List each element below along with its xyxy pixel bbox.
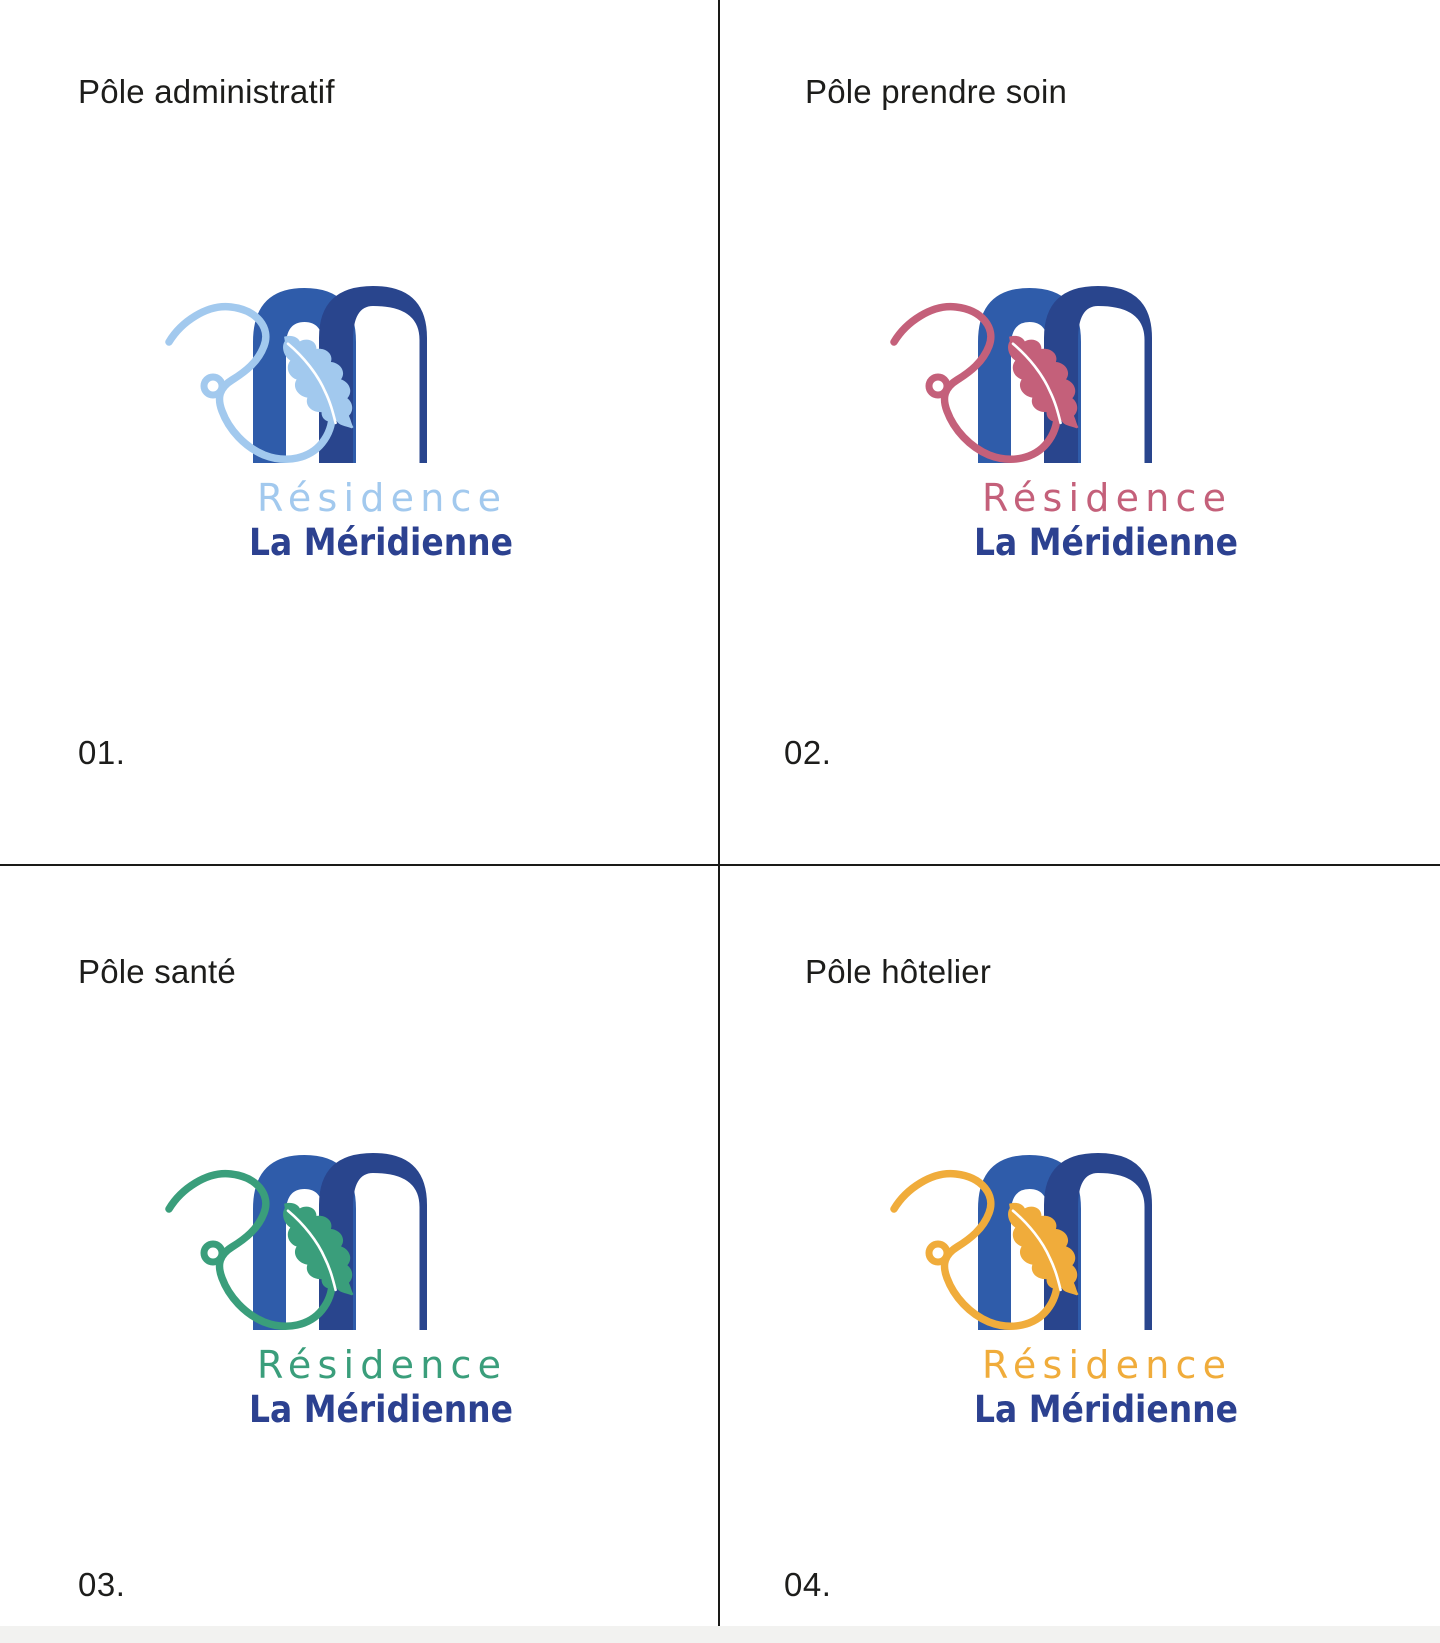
quadrant-pole-administratif: [0, 0, 719, 864]
logo-stem-loop: [929, 1244, 947, 1262]
quadrant-title: Pôle hôtelier: [805, 953, 992, 990]
logo-residence-text: Résidence: [257, 476, 501, 520]
logo-meridienne-text: La Méridienne: [249, 521, 513, 564]
logo-meridienne-text: La Méridienne: [974, 521, 1238, 564]
quadrant-pole-hotelier: [721, 867, 1440, 1643]
logo-la-meridienne: [886, 280, 1246, 570]
quadrant-number: 02.: [784, 734, 832, 771]
quadrant-number: 04.: [784, 1566, 832, 1603]
quadrant-pole-prendre-soin: [721, 0, 1440, 864]
logo-stem-loop: [204, 1244, 222, 1262]
quadrant-pole-sante: [0, 867, 719, 1643]
horizontal-divider: [0, 864, 1440, 866]
quadrant-title: Pôle administratif: [78, 73, 335, 110]
quadrant-title: Pôle prendre soin: [805, 73, 1068, 110]
quadrant-number: 03.: [78, 1566, 126, 1603]
logo-residence-text: Résidence: [257, 1343, 501, 1387]
logo-la-meridienne: [161, 1147, 521, 1437]
logo-stem-loop: [204, 377, 222, 395]
logo-meridienne-text: La Méridienne: [974, 1388, 1238, 1431]
logo-stem-loop: [929, 377, 947, 395]
quadrant-title: Pôle santé: [78, 953, 236, 990]
logo-residence-text: Résidence: [982, 476, 1226, 520]
logo-residence-text: Résidence: [982, 1343, 1226, 1387]
logo-meridienne-text: La Méridienne: [249, 1388, 513, 1431]
logo-la-meridienne: [161, 280, 521, 570]
logo-la-meridienne: [886, 1147, 1246, 1437]
page-bottom-edge: [0, 1626, 1440, 1643]
quadrant-number: 01.: [78, 734, 126, 771]
